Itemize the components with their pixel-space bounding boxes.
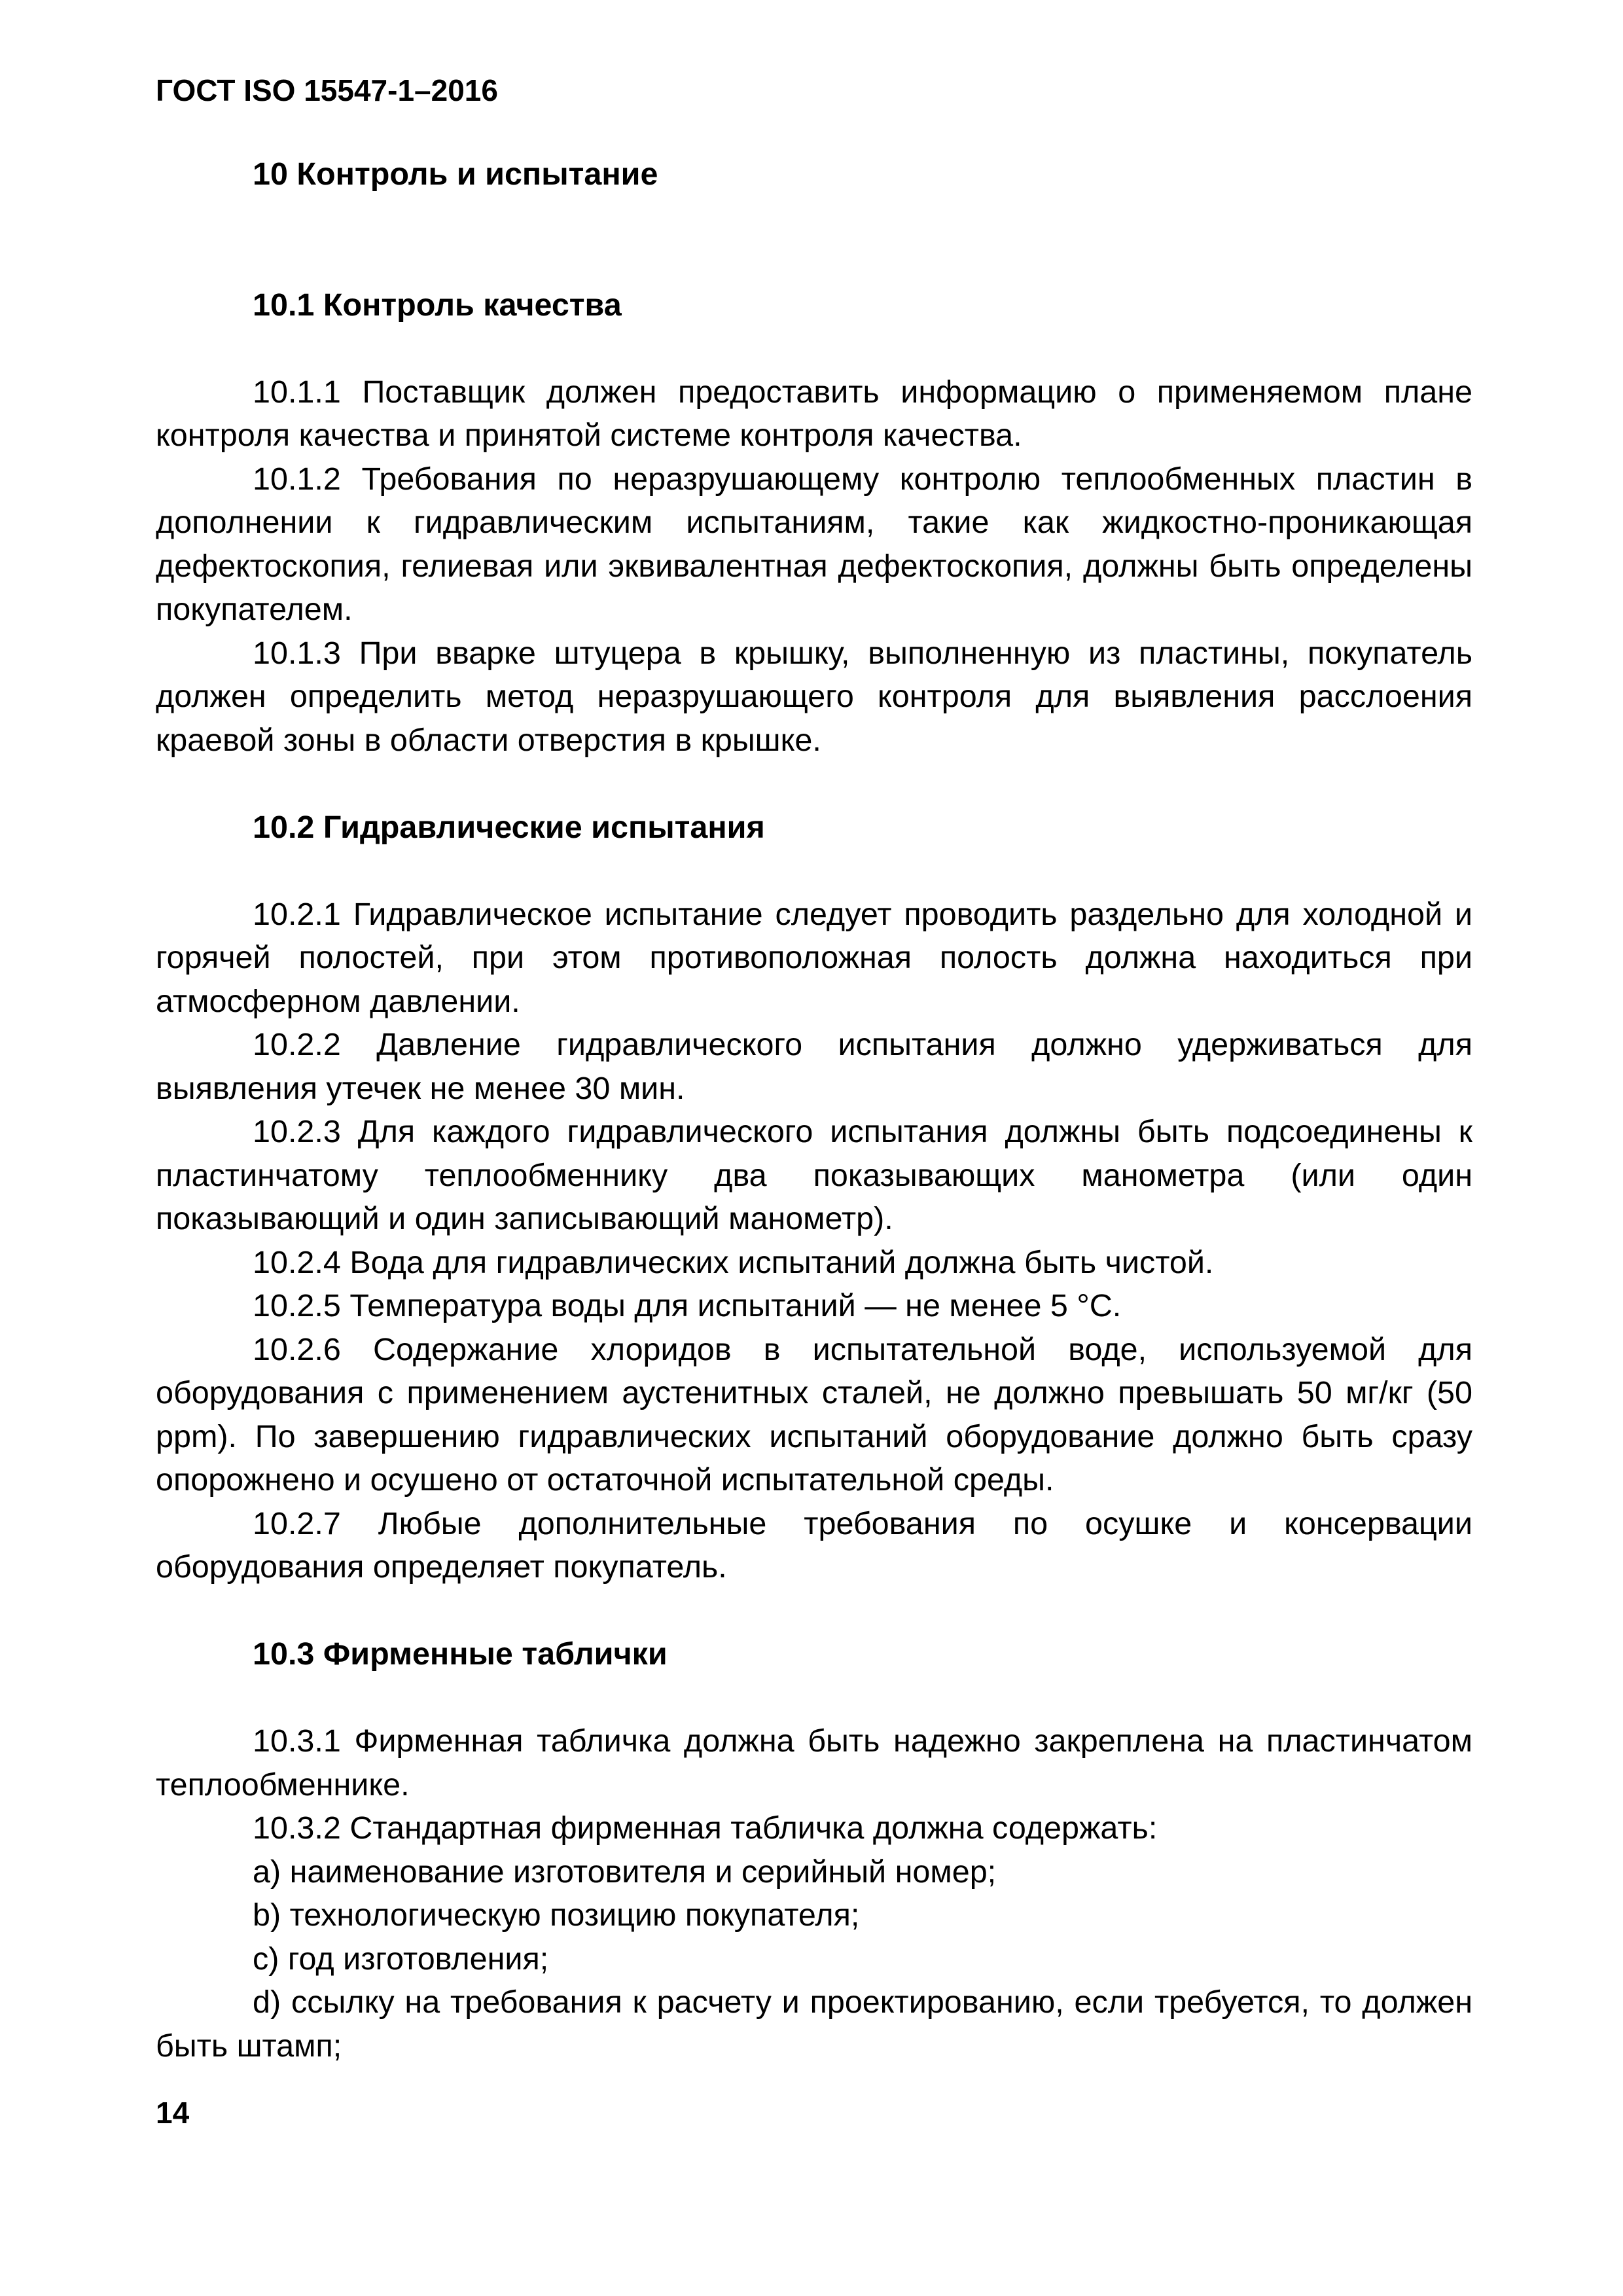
page-content xyxy=(156,152,1472,2068)
page-number: 14 xyxy=(156,2096,190,2130)
paragraph-10-2-5: 10.2.5 Температура воды для испытаний — не менее 5 °С. xyxy=(253,1288,1122,1323)
paragraph-10-2-6: 10.2.6 Содержание хлоридов в испытательной воде, используемой для оборудования с применением аустенитных сталей, не должно превышать 50 мг/кг (50 ppm). По завершению гидравлических испытаний оборудование должно быть сразу опорожнено и осушено от остаточной испытательной среды. xyxy=(156,1331,1472,1498)
list-item-c: c) год изготовления; xyxy=(253,1941,549,1977)
document-code: ГОСТ ISO 15547-1–2016 xyxy=(156,73,498,107)
paragraph-10-2-2: 10.2.2 Давление гидравлического испытания должно удерживаться для выявления утечек не менее 30 мин. xyxy=(156,1027,1472,1106)
paragraph-10-2-1: 10.2.1 Гидравлическое испытание следует проводить раздельно для холодной и горячей полостей, при этом противоположная полость должна находиться при атмосферном давлении. xyxy=(156,896,1472,1019)
paragraph-10-1-3: 10.1.3 При вварке штуцера в крышку, выполненную из пластины, покупатель должен определить метод неразрушающего контроля для выявления расслоения краевой зоны в области отверстия в крышке. xyxy=(156,635,1472,758)
list-item-d: d) ссылку на требования к расчету и проектированию, если требуется, то должен быть штамп; xyxy=(156,1984,1472,2064)
chapter-title: 10 Контроль и испытание xyxy=(253,156,658,192)
section-title-10-2: 10.2 Гидравлические испытания xyxy=(253,809,765,845)
paragraph-10-3-2: 10.3.2 Стандартная фирменная табличка должна содержать: xyxy=(253,1810,1158,1846)
paragraph-10-1-2: 10.1.2 Требования по неразрушающему контролю теплообменных пластин в дополнении к гидравлическим испытаниям, такие как жидкостно-проникающая дефектоскопия, гелиевая или эквивалентная дефектоскопия, должны быть определены покупателем. xyxy=(156,461,1472,627)
list-item-b: b) технологическую позицию покупателя; xyxy=(253,1897,860,1933)
section-title-10-3: 10.3 Фирменные таблички xyxy=(253,1636,668,1672)
paragraph-10-2-3: 10.2.3 Для каждого гидравлического испытания должны быть подсоединены к пластинчатому теплообменнику два показывающих манометра (или один показывающий и один записывающий манометр). xyxy=(156,1114,1472,1236)
paragraph-10-3-1: 10.3.1 Фирменная табличка должна быть надежно закреплена на пластинчатом теплообменнике. xyxy=(156,1723,1472,1803)
paragraph-10-2-7: 10.2.7 Любые дополнительные требования по осушке и консервации оборудования определяет покупатель. xyxy=(156,1505,1472,1585)
paragraph-10-1-1: 10.1.1 Поставщик должен предоставить информацию о применяемом плане контроля качества и принятой системе контроля качества. xyxy=(156,374,1472,453)
list-item-a: a) наименование изготовителя и серийный номер; xyxy=(253,1854,997,1890)
section-title-10-1: 10.1 Контроль качества xyxy=(253,287,622,323)
paragraph-10-2-4: 10.2.4 Вода для гидравлических испытаний должна быть чистой. xyxy=(253,1244,1214,1280)
